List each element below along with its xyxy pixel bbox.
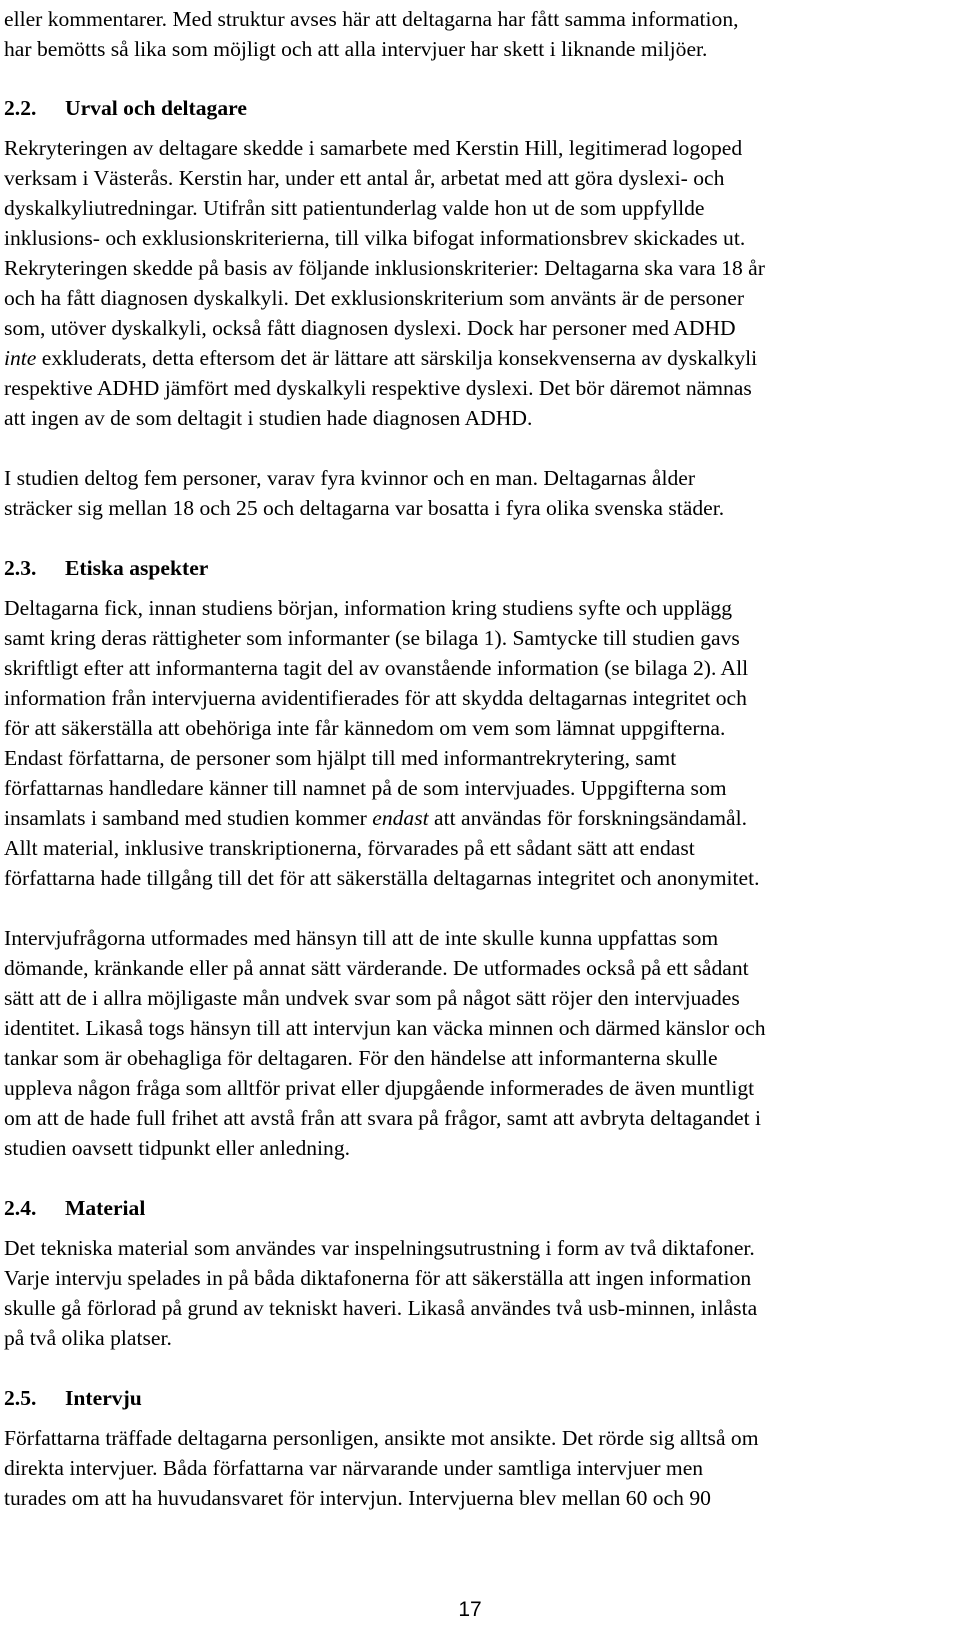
text-line [4, 463, 695, 493]
text-line [4, 1013, 766, 1043]
text-segment: skriftligt efter att informanterna tagit del av ovanstående information (se bilaga 2). All [4, 656, 749, 680]
italic-text: endast [372, 806, 429, 830]
text-segment: Rekryteringen av deltagare skedde i samarbete med Kerstin Hill, legitimerad logoped [4, 136, 743, 160]
text-line [4, 1323, 172, 1353]
text-segment: identitet. Likaså togs hänsyn till att intervjun kan väcka minnen och därmed känslor och [4, 1016, 766, 1040]
text-line [4, 593, 732, 623]
text-segment: att ingen av de som deltagit i studien hade diagnosen ADHD. [4, 406, 533, 430]
text-line [4, 313, 736, 343]
text-line [4, 4, 739, 34]
text-line [4, 833, 695, 863]
text-line [4, 743, 676, 773]
text-segment: att användas för forskningsändamål. [428, 806, 748, 830]
section-title: Intervju [65, 1386, 142, 1410]
text-segment: Det tekniska material som användes var inspelningsutrustning i form av två diktafoner. [4, 1236, 755, 1260]
text-segment: exkluderats, detta eftersom det är lättare att särskilja konsekvenserna av dyskalkyli [36, 346, 758, 370]
text-line [4, 713, 725, 743]
section-heading [4, 93, 247, 123]
text-segment: författarnas handledare känner till namnet på de som intervjuades. Uppgifterna som [4, 776, 727, 800]
text-segment: Deltagarna fick, innan studiens början, information kring studiens syfte och upplägg [4, 596, 733, 620]
text-segment: Allt material, inklusive transkriptionerna, förvarades på ett sådant sätt att endast [4, 836, 695, 860]
section-number: 2.3. [4, 556, 37, 580]
text-line [4, 1423, 759, 1453]
text-segment: verksam i Västerås. Kerstin har, under ett antal år, arbetat med att göra dyslexi- och [4, 166, 725, 190]
section-number: 2.2. [4, 96, 37, 120]
text-segment: Rekryteringen skedde på basis av följande inklusionskriterier: Deltagarna ska vara 18 år [4, 256, 765, 280]
text-line [4, 1043, 718, 1073]
text-segment: för att säkerställa att obehöriga inte får kännedom om vem som lämnat uppgifterna. [4, 716, 726, 740]
text-segment: uppleva någon fråga som alltför privat eller djupgående informerades de även muntligt [4, 1076, 755, 1100]
text-segment: Endast författarna, de personer som hjälpt till med informantrekrytering, samt [4, 746, 677, 770]
text-line [4, 283, 744, 313]
text-line [4, 223, 745, 253]
text-line [4, 133, 742, 163]
text-segment: dyskalkyliutredningar. Utifrån sitt patientunderlag valde hon ut de som uppfyllde [4, 196, 705, 220]
text-line [4, 1293, 757, 1323]
text-segment: om att de hade full frihet att avstå från att svara på frågor, samt att avbryta deltagandet i [4, 1106, 762, 1130]
text-line [4, 1483, 711, 1513]
text-line [4, 1453, 703, 1483]
italic-text: inte [4, 346, 37, 370]
text-line [4, 403, 532, 433]
text-segment: som, utöver dyskalkyli, också fått diagnosen dyslexi. Dock har personer med ADHD [4, 316, 736, 340]
text-line [4, 493, 724, 523]
text-segment: dömande, kränkande eller på annat sätt värderande. De utformades också på ett sådant [4, 956, 749, 980]
section-number: 2.4. [4, 1196, 37, 1220]
text-line [4, 1133, 350, 1163]
text-segment: Varje intervju spelades in på båda diktafonerna för att säkerställa att ingen information [4, 1266, 752, 1290]
text-line [4, 343, 757, 373]
text-segment: författarna hade tillgång till det för att säkerställa deltagarnas integritet och anonymitet. [4, 866, 760, 890]
section-heading [4, 553, 208, 583]
text-line [4, 373, 752, 403]
text-segment: studien oavsett tidpunkt eller anledning. [4, 1136, 351, 1160]
text-line [4, 193, 704, 223]
text-segment: och ha fått diagnosen dyskalkyli. Det exklusionskriterium som använts är de personer [4, 286, 745, 310]
text-segment: har bemötts så lika som möjligt och att alla intervjuer har skett i liknande miljöer. [4, 37, 708, 61]
text-segment: inklusions- och exklusionskriterierna, till vilka bifogat informationsbrev skickades ut. [4, 226, 746, 250]
text-segment: respektive ADHD jämfört med dyskalkyli respektive dyslexi. Det bör däremot nämnas [4, 376, 752, 400]
text-line [4, 1073, 754, 1103]
text-line [4, 863, 760, 893]
text-segment: turades om att ha huvudansvaret för intervjun. Intervjuerna blev mellan 60 och 90 [4, 1486, 711, 1510]
section-heading [4, 1193, 145, 1223]
text-line [4, 953, 749, 983]
text-segment: sträcker sig mellan 18 och 25 och deltagarna var bosatta i fyra olika svenska städer. [4, 496, 725, 520]
text-segment: I studien deltog fem personer, varav fyra kvinnor och en man. Deltagarnas ålder [4, 466, 696, 490]
text-line [4, 253, 765, 283]
text-line [4, 623, 740, 653]
text-line [4, 683, 747, 713]
page-number: 17 [458, 1598, 482, 1621]
text-line [4, 1263, 751, 1293]
text-segment: direkta intervjuer. Båda författarna var närvarande under samtliga intervjuer men [4, 1456, 704, 1480]
text-segment: Intervjufrågorna utformades med hänsyn till att de inte skulle kunna uppfattas som [4, 926, 719, 950]
section-title: Material [65, 1196, 146, 1220]
text-segment: skulle gå förlorad på grund av tekniskt haveri. Likaså användes två usb-minnen, inlåsta [4, 1296, 758, 1320]
text-line [4, 803, 747, 833]
text-segment: information från intervjuerna avidentifierades för att skydda deltagarnas integritet och [4, 686, 747, 710]
text-segment: sätt att de i allra möjligaste mån undvek svar som på något sätt röjer den intervjuades [4, 986, 740, 1010]
text-line [4, 1103, 761, 1133]
text-segment: insamlats i samband med studien kommer [4, 806, 373, 830]
section-number: 2.5. [4, 1386, 37, 1410]
text-line [4, 923, 718, 953]
section-heading [4, 1383, 142, 1413]
text-segment: samt kring deras rättigheter som informanter (se bilaga 1). Samtycke till studien gavs [4, 626, 740, 650]
text-line [4, 1233, 755, 1263]
text-segment: på två olika platser. [4, 1326, 172, 1350]
text-line [4, 653, 748, 683]
text-segment: eller kommentarer. Med struktur avses här att deltagarna har fått samma information, [4, 7, 739, 31]
text-line [4, 163, 724, 193]
section-title: Etiska aspekter [65, 556, 209, 580]
section-title: Urval och deltagare [65, 96, 247, 120]
text-line [4, 34, 707, 64]
text-segment: tankar som är obehagliga för deltagaren. För den händelse att informanterna skulle [4, 1046, 718, 1070]
text-segment: Författarna träffade deltagarna personligen, ansikte mot ansikte. Det rörde sig alltså om [4, 1426, 759, 1450]
text-line [4, 983, 740, 1013]
text-line [4, 773, 727, 803]
